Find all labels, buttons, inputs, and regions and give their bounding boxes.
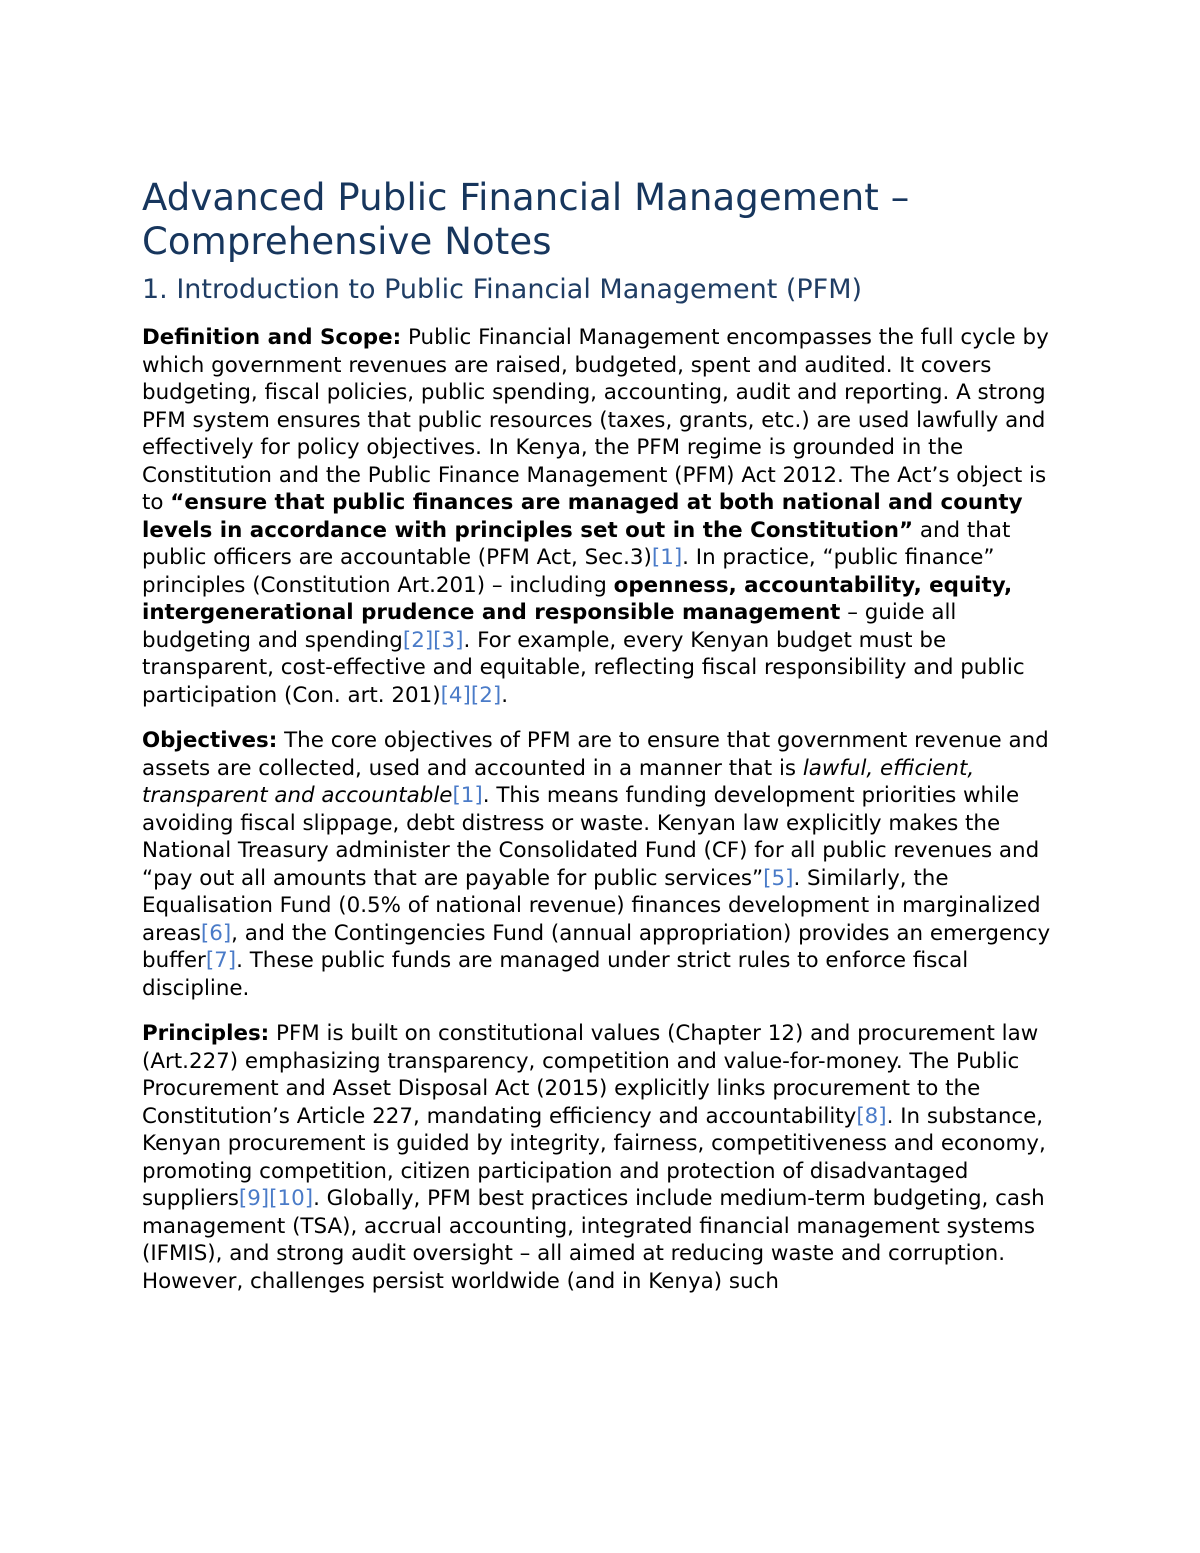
citation-link[interactable]: [6]	[200, 920, 232, 946]
citation-link[interactable]: [5]	[763, 865, 794, 891]
section-heading-introduction: 1. Introduction to Public Financial Management (PFM)	[142, 274, 863, 305]
paragraph-objectives	[142, 727, 1072, 1002]
paragraph-label: Principles:	[142, 1021, 270, 1046]
paragraph-text: .	[501, 682, 508, 708]
paragraph-text: . This means funding development priorities while avoiding fiscal slippage, debt distress or waste. Kenyan law explicitly makes the National Treasury administer the Consolidated Fund (CF) for all public revenues and “pay out all amounts that are payable for public services”	[142, 783, 1040, 891]
paragraph-text: . Globally, PFM best practices include medium-term budgeting, cash management (TSA), accrual accounting, integrated financial management systems (IFMIS), and strong audit oversight – all aimed at reducing waste and corruption. However, challenges persist worldwide (and in Kenya) such	[142, 1186, 1045, 1294]
document-title: Advanced Public Financial Management – Comprehensive Notes	[142, 176, 910, 263]
citation-link[interactable]: [1]	[452, 783, 483, 808]
citation-link[interactable]: [2]	[402, 627, 434, 653]
paragraph-text: PFM is built on constitutional values (Chapter 12) and procurement law (Art.227) emphasizing transparency, competition and value-for-money. The Public Procurement and Asset Disposal Act (2015) explicitly links procurement to the Constitution’s Article 227, mandating efficiency and accountability	[142, 1021, 1039, 1129]
paragraph-label: Definition and Scope:	[142, 325, 402, 350]
citation-link[interactable]: [10]	[269, 1186, 314, 1211]
paragraph-definition-and-scope	[142, 324, 1072, 709]
paragraph-text: . Similarly, the Equalisation Fund (0.5% of national revenue) finances development in marginalized areas	[142, 865, 1041, 946]
paragraph-text: The core objectives of PFM are to ensure that government revenue and assets are collected, used and accounted in a manner that is	[142, 728, 1049, 781]
citation-link[interactable]: [9]	[238, 1186, 270, 1211]
paragraph-text: . For example, every Kenyan budget must be transparent, cost-effective and equitable, reflecting fiscal responsibility and public participation (Con. art. 201)	[142, 627, 1025, 708]
paragraph-text: . In practice, “public finance” principles (Constitution Art.201) – including	[142, 545, 995, 598]
bold-principles: openness, accountability, equity, intergenerational prudence and responsible management	[142, 572, 1013, 625]
paragraph-text: – guide all budgeting and spending	[142, 600, 957, 653]
citation-link[interactable]: [7]	[205, 948, 237, 973]
paragraph-text: and that public officers are accountable (PFM Act, Sec.3)	[142, 517, 1011, 570]
citation-link[interactable]: [1]	[651, 545, 683, 570]
italic-phrase: lawful, efficient, transparent and accountable	[142, 755, 975, 808]
document-body	[142, 176, 1072, 1313]
paragraph-label: Objectives:	[142, 728, 278, 753]
bold-quote: “ensure that public finances are managed at both national and county levels in accordance with principles set out in the Constitution”	[142, 490, 1023, 543]
paragraph-text: . These public funds are managed under strict rules to enforce fiscal discipline.	[142, 948, 969, 1001]
paragraph-text: Public Financial Management encompasses the full cycle by which government revenues are raised, budgeted, spent and audited. It covers budgeting, fiscal policies, public spending, accounting, audit and reporting. A strong PFM system ensures that public resources (taxes, grants, etc.) are used lawfully and effectively for policy objectives. In Kenya, the PFM regime is grounded in the Constitution and the Public Finance Management (PFM) Act 2012. The Act’s object is to	[142, 325, 1049, 515]
paragraph-text: . In substance, Kenyan procurement is guided by integrity, fairness, competitiveness and economy, promoting competition, citizen participation and protection of disadvantaged suppliers	[142, 1103, 1046, 1211]
paragraph-text: , and the Contingencies Fund (annual appropriation) provides an emergency buffer	[142, 920, 1051, 973]
citation-link[interactable]: [8]	[856, 1103, 887, 1129]
paragraph-principles	[142, 1020, 1072, 1295]
citation-link[interactable]: [4]	[440, 682, 471, 708]
citation-link[interactable]: [3]	[433, 627, 464, 653]
citation-link[interactable]: [2]	[470, 682, 502, 708]
